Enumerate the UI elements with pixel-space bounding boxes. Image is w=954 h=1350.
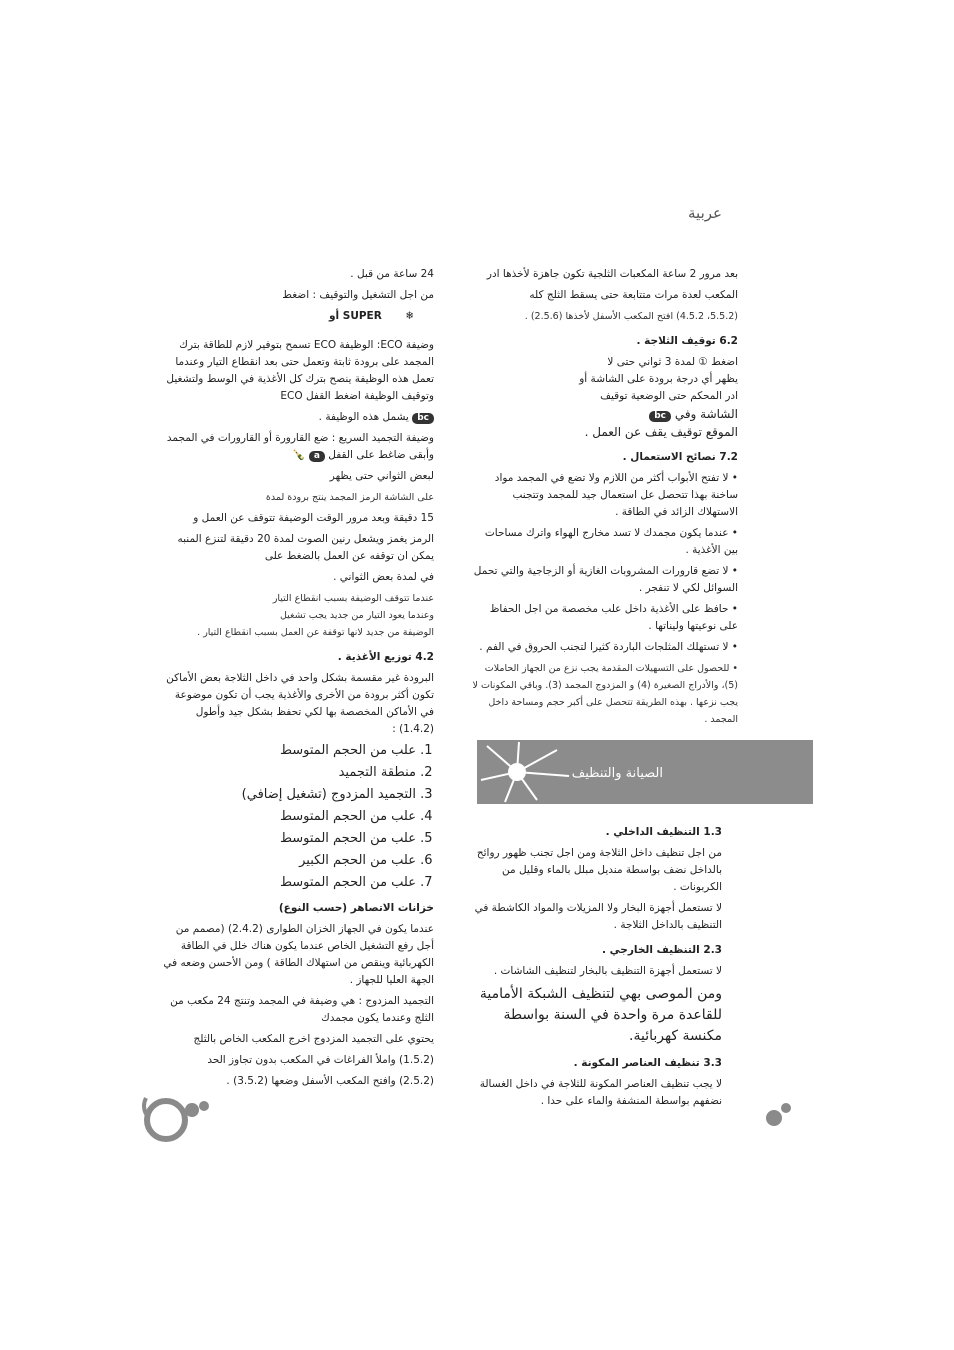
zones-list bbox=[158, 742, 434, 892]
bottle-icon: 🍾 bbox=[292, 449, 306, 461]
sec33-line-1: لا يجب تنظيف العناصر المكونة للثلاجة في داخل الغسالة نضفهم بواسطة المنشفة والماء على حدا . bbox=[479, 1078, 722, 1107]
a-badge: a bbox=[309, 451, 325, 462]
zone-item: 3. التجميد المزدوج (تشغيل إضافي) bbox=[158, 786, 416, 804]
sec62-line-4: الشاشة وفي bbox=[674, 407, 738, 421]
right-page-decoration-icon bbox=[760, 1098, 800, 1128]
ff-line-4: 15 دقيقة وبعد مرور الوقت الوضيفة تتوقف عن العمل و bbox=[193, 512, 434, 524]
tips-list bbox=[470, 470, 738, 728]
sec23-big-text: ومن الموصى بهي لتنظيف الشبكة الأمامية للقاعدة مرة واحدة في السنة بواسطة مكنسة كهربائية. bbox=[479, 986, 722, 1044]
double-freeze-line-4: (2.5.2) وافتح المكعب الأسفل وضعها (3.5.2) . bbox=[226, 1075, 434, 1087]
tip-item: • لا تستهلك المثلجات الباردة كثيرا لتجنب الحروق في الفم . bbox=[470, 639, 738, 656]
ff-line-8: وعندما يعود التيار من جديد يجب تشغيل bbox=[279, 610, 434, 621]
ff-line-1: وضيفة التجميد السريع : ضع القارورة أو القارورات في المجمد وأبقى ضاغط على القفل bbox=[166, 432, 434, 461]
sec42-line-1: البرودة غير مقسمة بشكل واحد في داخل الثلاجة بعض الأماكن تكون أكثر برودة من الأخرى والأغذية يجب أن تكون موضوعة في الأماكن المخصصة بها لكي تحفظ بشكل جيد وأطول (1.4.2) : bbox=[166, 672, 434, 735]
sec62-line-1: اضغط ① لمدة 3 ثواني حتى لا bbox=[607, 356, 738, 368]
ff-line-3: على الشاشة الرمز المجمد ينتج برودة لمدة bbox=[265, 492, 434, 503]
eco-line-2: يشمل هذه الوظيفة . bbox=[318, 411, 409, 423]
maintenance-title: الصيانة والتنظيف bbox=[571, 766, 663, 781]
sec62-line-2: يظهر أي درجة برودة على الشاشة أو bbox=[579, 373, 738, 385]
top-line-1: 24 ساعة من قبل . bbox=[350, 268, 434, 280]
ff-line-5: الرمز يغمز ويشعل رنين الصوت لمدة 20 دقيقة لتنزع المنبه يمكن ان توقفه عن العمل بالضغط على bbox=[177, 533, 434, 562]
ff-line-2: لبعض الثواني حتى يظهر bbox=[329, 470, 434, 482]
section-1-3-title: 1.3 التنظيف الداخلي . bbox=[605, 826, 722, 838]
section-6-2-title: 6.2 توقيف الثلاجة . bbox=[636, 335, 738, 347]
tanks-line-1: عندما يكون في الجهاز الخزان الطوارى (2.4.2) (مصمم من أجل رفع التشغيل الخاص عندما يكون هناك خلل في الطاقة الكهربائية وينقص من استهلاك الطاقة ) ومن الأحسن وضعه في الجهة العليا للجهاز . bbox=[163, 923, 434, 986]
sec62-line-5: الموقع توقيف يقف عن العمل . bbox=[584, 425, 738, 439]
eco-line-2-wrap bbox=[158, 409, 434, 426]
sec13-line-2: لا تستعمل أجهزة البخار ولا المزيلات والمواد الكاشطة في التنظيف بالداخل الثلاجة . bbox=[474, 902, 722, 931]
right-column bbox=[470, 266, 738, 732]
sec13-line-1: من اجل تنظيف داخل الثلاجة ومن اجل تجنب ظهور روائح بالداخل نضف بواسطة منديل مبلل بالماء وقليل من الكربونات . bbox=[476, 847, 722, 893]
sec62-line-4-wrap bbox=[470, 405, 738, 423]
maintenance-banner bbox=[477, 740, 813, 804]
intro-line-2: المكعب لعدة مرات متتابعة حتى يسقط الثلج كله bbox=[529, 289, 738, 301]
intro-line-1: بعد مرور 2 ساعة المكعبات الثلجية تكون جاهزة لأخذها ادر bbox=[486, 268, 738, 280]
double-freeze-line-3: (1.5.2) واملأ الفراغات في المكعب بدون تجاوز الحد bbox=[207, 1054, 434, 1066]
sec62-line-3: ادر المحكم حتى الوضعية توقيف bbox=[600, 390, 738, 402]
section-4-2-title: 4.2 توزيع الأغذية . bbox=[337, 651, 434, 663]
intro-line-3: (5.5.2، 4.5.2) افتح المكعب الأسفل لأخذها (2.5.6) . bbox=[524, 311, 738, 322]
page-language-label: عربية bbox=[688, 204, 722, 222]
ff-line-6: في لمدة بعض الثواني . bbox=[333, 571, 434, 583]
tip-item: • لا تضع قارورات المشروبات الغازية أو الزجاجية والتي تحمل السوائل لكي لا تنفجر . bbox=[470, 563, 738, 597]
tip-item: • حافظ على الأغذية داخل علب مخصصة من اجل الحفاظ على نوعيتها وليناتها . bbox=[470, 601, 738, 635]
tanks-title: خزانات الاتصاهر (حسب النوع) bbox=[278, 902, 434, 914]
section-7-2-title: 7.2 نصائح الاستعمال . bbox=[622, 451, 738, 463]
left-page-decoration-icon bbox=[138, 1090, 218, 1150]
tip-item: • عندما يكون مجمدك لا تسد مخارج الهواء واترك مساحات بين الأغذية . bbox=[470, 525, 738, 559]
left-column bbox=[158, 266, 434, 1094]
zone-item: 6. علب من الحجم الكبير bbox=[158, 852, 416, 870]
double-freeze-line-2: يحتوي على التجميد المزدوج اخرج المكعب الخاص بالثلج bbox=[193, 1033, 434, 1045]
ff-line-7: عندما تتوقف الوضيفة بسبب انقطاع التيار bbox=[272, 593, 434, 604]
section-3-3-title: 3.3 تنظيف العناصر المكونة . bbox=[573, 1057, 722, 1069]
maintenance-column bbox=[470, 816, 722, 1114]
zone-item: 5. علب من الحجم المتوسط bbox=[158, 830, 416, 848]
ff-line-9: الوضيفة من جديد لانها توقفة عن العمل بسبب انقطاع التيار . bbox=[197, 627, 434, 638]
top-line-3: SUPER أو bbox=[328, 310, 382, 322]
ff-line-1-wrap bbox=[158, 430, 434, 464]
bc-badge-eco: bc bbox=[412, 413, 434, 424]
zone-item: 7. علب من الحجم المتوسط bbox=[158, 874, 416, 892]
snowflake-icon: ❄ bbox=[405, 310, 414, 322]
double-freeze-line-1: التجميد المزدوج : هي وضيفة في المجمد وتنتج 24 مكعب من الثلج وعندما يكون مجمدك bbox=[170, 995, 434, 1024]
tip-item: • للحصول على التسهيلات المقدمة يجب نزع من الجهاز الحاملات (5)، والأدراج الصغيرة (4) و المزدوج المجمد (3). وباقي المكونات لا يجب نزعها . بهذه الطريقة تتحصل على أكبر حجم ومساحة داخل المجمد . bbox=[470, 660, 738, 728]
eco-line-1: وضيفة ECO: الوظيفة ECO تسمح بتوفير لازم للطاقة بترك المجمد على برودة ثابتة وتعمل حتى بعد انقطاع التيار وعندما تعمل هذه الوظيفة ينصح بترك كل الأغذية في الوسط ولتشغيل وتوقيف الوظيفة اضغط القفل ECO bbox=[166, 339, 434, 402]
zone-item: 4. علب من الحجم المتوسط bbox=[158, 808, 416, 826]
tip-item: • لا تفتح الأبواب أكثر من اللازم ولا تضع في المجمد مواد ساخنة بهذا تتحصل عل استعمال جيد للمجمد وتتجنب الاستهلاك الزائد في الطاقة . bbox=[470, 470, 738, 521]
zone-item: 1. علب من الحجم المتوسط bbox=[158, 742, 416, 760]
top-line-2: من اجل التشغيل والتوقيف : اضغط bbox=[282, 289, 434, 301]
sec23-line-1: لا تستعمل أجهزة التنظيف بالبخار لتنظيف الشاشات . bbox=[493, 965, 722, 977]
zone-item: 2. منطقة التجميد bbox=[158, 764, 416, 782]
top-line-3-wrap bbox=[158, 308, 434, 325]
section-2-3-title: 2.3 التنظيف الخارجي . bbox=[602, 944, 722, 956]
bc-badge: bc bbox=[649, 411, 671, 422]
